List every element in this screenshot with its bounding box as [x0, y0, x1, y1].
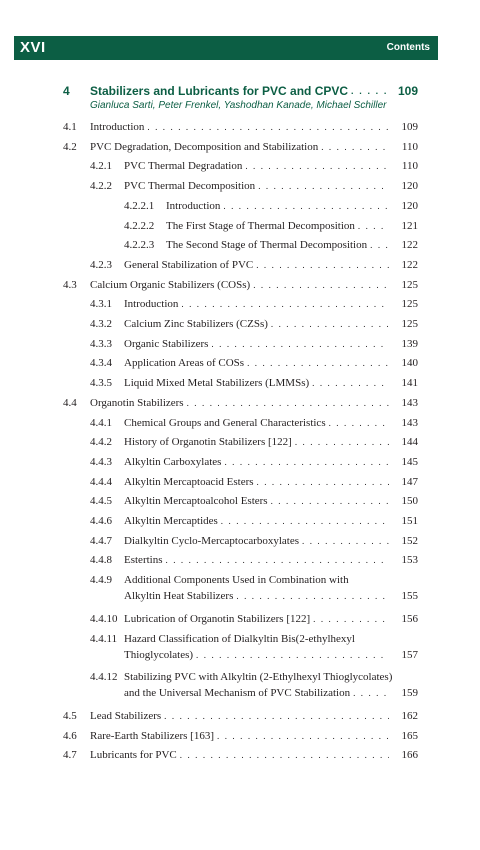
toc-entry[interactable] — [124, 338, 418, 351]
leader-dots — [257, 478, 389, 487]
entry-number: 4.4.11 — [90, 632, 118, 645]
entry-number: 4.3.4 — [90, 357, 112, 370]
entry-title[interactable]: Additional Components Used in Combination with — [124, 574, 349, 587]
entry-page: 140 — [401, 357, 418, 370]
toc-entry[interactable] — [90, 730, 418, 743]
entry-title: Chemical Groups and General Characteristics — [124, 416, 326, 429]
entry-title: Organic Stabilizers — [124, 337, 209, 350]
entry-title: Introduction — [166, 199, 221, 212]
page-number: XVI — [20, 39, 46, 56]
entry-page: 155 — [401, 590, 418, 603]
entry-title: Lubricants for PVC — [90, 749, 177, 762]
entry-number: 4.4 — [63, 396, 77, 409]
entry-number: 4.4.3 — [90, 455, 112, 468]
toc-entry[interactable] — [90, 710, 418, 723]
entry-page: 143 — [401, 396, 418, 409]
entry-page: 147 — [401, 475, 418, 488]
entry-page: 144 — [401, 436, 418, 449]
entry-number: 4.2.3 — [90, 258, 112, 271]
entry-number: 4.4.2 — [90, 436, 112, 449]
entry-title: and the Universal Mechanism of PVC Stabilization — [124, 687, 351, 700]
toc-entry[interactable] — [124, 456, 418, 469]
entry-number: 4.4.4 — [90, 475, 112, 488]
leader-dots — [236, 592, 389, 601]
toc-entry[interactable] — [90, 397, 418, 410]
toc-entry[interactable] — [124, 515, 418, 528]
toc-entry[interactable] — [166, 239, 418, 252]
chapter-title-line[interactable] — [90, 84, 418, 98]
entry-number: 4.4.1 — [90, 416, 112, 429]
leader-dots — [353, 689, 389, 698]
entry-title: General Stabilization of PVC — [124, 258, 254, 271]
entry-number: 4.4.10 — [90, 612, 118, 625]
toc-entry[interactable] — [90, 141, 418, 154]
entry-number: 4.4.12 — [90, 671, 118, 684]
leader-dots — [312, 379, 389, 388]
toc-entry[interactable] — [124, 160, 418, 173]
entry-page: 159 — [401, 687, 418, 700]
entry-title: Rare-Earth Stabilizers [163] — [90, 729, 215, 742]
entry-title: Lubrication of Organotin Stabilizers [122] — [124, 612, 311, 625]
entry-number: 4.2 — [63, 140, 77, 153]
leader-dots — [224, 458, 389, 467]
leader-dots — [321, 143, 389, 152]
entry-title: The First Stage of Thermal Decomposition — [166, 219, 355, 232]
leader-dots — [351, 87, 389, 96]
entry-page: 162 — [401, 709, 418, 722]
entry-title: Alkyltin Mercaptides — [124, 515, 218, 527]
entry-number: 4.3.5 — [90, 377, 112, 390]
entry-page: 141 — [401, 377, 418, 390]
entry-number: 4.4.7 — [90, 534, 112, 547]
entry-number: 4.2.1 — [90, 160, 112, 173]
entry-page: 121 — [401, 219, 418, 232]
leader-dots — [164, 712, 389, 721]
entry-number: 4.4.5 — [90, 495, 112, 508]
entry-page: 165 — [401, 729, 418, 742]
entry-title[interactable]: Stabilizing PVC with Alkyltin (2-Ethylhexyl Thioglycolates) — [124, 671, 393, 684]
leader-dots — [271, 320, 389, 329]
entry-title: Application Areas of COSs — [124, 357, 245, 370]
toc-entry[interactable] — [166, 200, 418, 213]
entry-title: PVC Thermal Degradation — [124, 160, 243, 173]
toc-entry[interactable] — [124, 687, 418, 700]
entry-title: Liquid Mixed Metal Stabilizers (LMMSs) — [124, 377, 310, 390]
entry-page: 120 — [401, 199, 418, 212]
toc-entry[interactable] — [90, 279, 418, 292]
entry-number: 4.4.8 — [90, 554, 112, 567]
entry-number: 4.3.2 — [90, 318, 112, 330]
entry-number: 4.1 — [63, 121, 77, 133]
leader-dots — [166, 556, 390, 565]
entry-title: PVC Thermal Decomposition — [124, 180, 256, 193]
entry-title: Alkyltin Mercaptoacid Esters — [124, 475, 254, 488]
entry-page: 122 — [401, 258, 418, 271]
toc-entry[interactable] — [124, 259, 418, 272]
toc-entry[interactable] — [124, 649, 418, 662]
entry-number: 4.4.9 — [90, 574, 112, 587]
entry-title: Introduction — [124, 298, 179, 311]
entry-number: 4.6 — [63, 729, 77, 742]
entry-number: 4.4.6 — [90, 515, 112, 527]
chapter-title: Stabilizers and Lubricants for PVC and CPVC — [90, 84, 349, 98]
entry-title: History of Organotin Stabilizers [122] — [124, 436, 292, 449]
toc-entry[interactable] — [124, 590, 418, 603]
entry-number: 4.2.2 — [90, 180, 112, 193]
entry-page: 151 — [401, 515, 418, 527]
chapter-authors: Gianluca Sarti, Peter Frenkel, Yashodhan Kanade, Michael Schiller — [90, 100, 387, 111]
entry-title: Calcium Zinc Stabilizers (CZSs) — [124, 318, 268, 330]
entry-number: 4.2.2.2 — [124, 219, 155, 232]
leader-dots — [295, 438, 389, 447]
entry-number: 4.7 — [63, 749, 77, 762]
leader-dots — [329, 419, 389, 428]
leader-dots — [147, 123, 389, 132]
entry-title: PVC Degradation, Decomposition and Stabilization — [90, 140, 319, 153]
entry-page: 109 — [401, 121, 418, 133]
leader-dots — [217, 732, 389, 741]
toc-entry[interactable] — [124, 436, 418, 449]
entry-title: Estertins — [124, 554, 163, 567]
entry-number: 4.2.2.1 — [124, 199, 155, 212]
toc-entry[interactable] — [90, 121, 418, 134]
toc-entry[interactable] — [124, 476, 418, 489]
toc-entry[interactable] — [124, 495, 418, 508]
entry-page: 150 — [401, 495, 418, 508]
chapter-page: 109 — [397, 84, 418, 98]
leader-dots — [181, 300, 389, 309]
leader-dots — [196, 651, 389, 660]
leader-dots — [180, 751, 389, 760]
entry-number: 4.3 — [63, 278, 77, 291]
entry-page: 120 — [401, 180, 418, 193]
entry-page: 156 — [401, 612, 418, 625]
entry-title: Lead Stabilizers — [90, 709, 162, 722]
entry-page: 152 — [401, 534, 418, 547]
entry-title: Alkyltin Heat Stabilizers — [124, 590, 234, 603]
leader-dots — [358, 222, 389, 231]
entry-page: 145 — [401, 455, 418, 468]
toc-entry[interactable] — [124, 357, 418, 370]
leader-dots — [245, 162, 389, 171]
leader-dots — [223, 202, 389, 211]
leader-dots — [187, 399, 389, 408]
entry-page: 143 — [401, 416, 418, 429]
leader-dots — [258, 182, 389, 191]
leader-dots — [256, 261, 389, 270]
toc-entry[interactable] — [124, 318, 418, 331]
entry-number: 4.2.2.3 — [124, 239, 155, 252]
toc-entry[interactable] — [124, 554, 418, 567]
entry-page: 157 — [401, 648, 418, 661]
chapter-number: 4 — [63, 84, 70, 98]
toc-entry[interactable] — [124, 180, 418, 193]
entry-page: 125 — [401, 278, 418, 291]
entry-title: Alkyltin Mercaptoalcohol Esters — [124, 495, 268, 508]
leader-dots — [302, 537, 389, 546]
toc-entry[interactable] — [124, 377, 418, 390]
leader-dots — [221, 517, 389, 526]
entry-title[interactable]: Hazard Classification of Dialkyltin Bis(2-ethylhexyl — [124, 632, 355, 645]
toc-entry[interactable] — [90, 749, 418, 762]
entry-title: Calcium Organic Stabilizers (COSs) — [90, 278, 251, 291]
entry-page: 125 — [401, 298, 418, 311]
entry-page: 139 — [401, 337, 418, 350]
leader-dots — [370, 241, 389, 250]
entry-page: 153 — [401, 554, 418, 567]
leader-dots — [247, 359, 389, 368]
leader-dots — [211, 340, 389, 349]
entry-page: 166 — [401, 749, 418, 762]
entry-title: Introduction — [90, 121, 145, 133]
entry-number: 4.3.1 — [90, 298, 112, 311]
toc-entry[interactable] — [124, 535, 418, 548]
leader-dots — [271, 497, 389, 506]
entry-title: Organotin Stabilizers — [90, 396, 184, 409]
leader-dots — [253, 281, 389, 290]
toc-entry[interactable] — [166, 220, 418, 233]
entry-number: 4.5 — [63, 709, 77, 722]
entry-title: Dialkyltin Cyclo-Mercaptocarboxylates — [124, 534, 300, 547]
toc-entry[interactable] — [124, 417, 418, 430]
entry-page: 125 — [401, 318, 418, 330]
entry-page: 110 — [401, 160, 418, 173]
toc-entry[interactable] — [124, 613, 418, 626]
entry-page: 110 — [401, 140, 418, 153]
entry-title: Alkyltin Carboxylates — [124, 455, 222, 468]
entry-page: 122 — [401, 239, 418, 252]
entry-title: The Second Stage of Thermal Decomposition — [166, 239, 368, 252]
section-title: Contents — [386, 42, 430, 53]
toc-entry[interactable] — [124, 298, 418, 311]
entry-title: Thioglycolates) — [124, 648, 194, 661]
entry-number: 4.3.3 — [90, 337, 112, 350]
leader-dots — [313, 615, 389, 624]
